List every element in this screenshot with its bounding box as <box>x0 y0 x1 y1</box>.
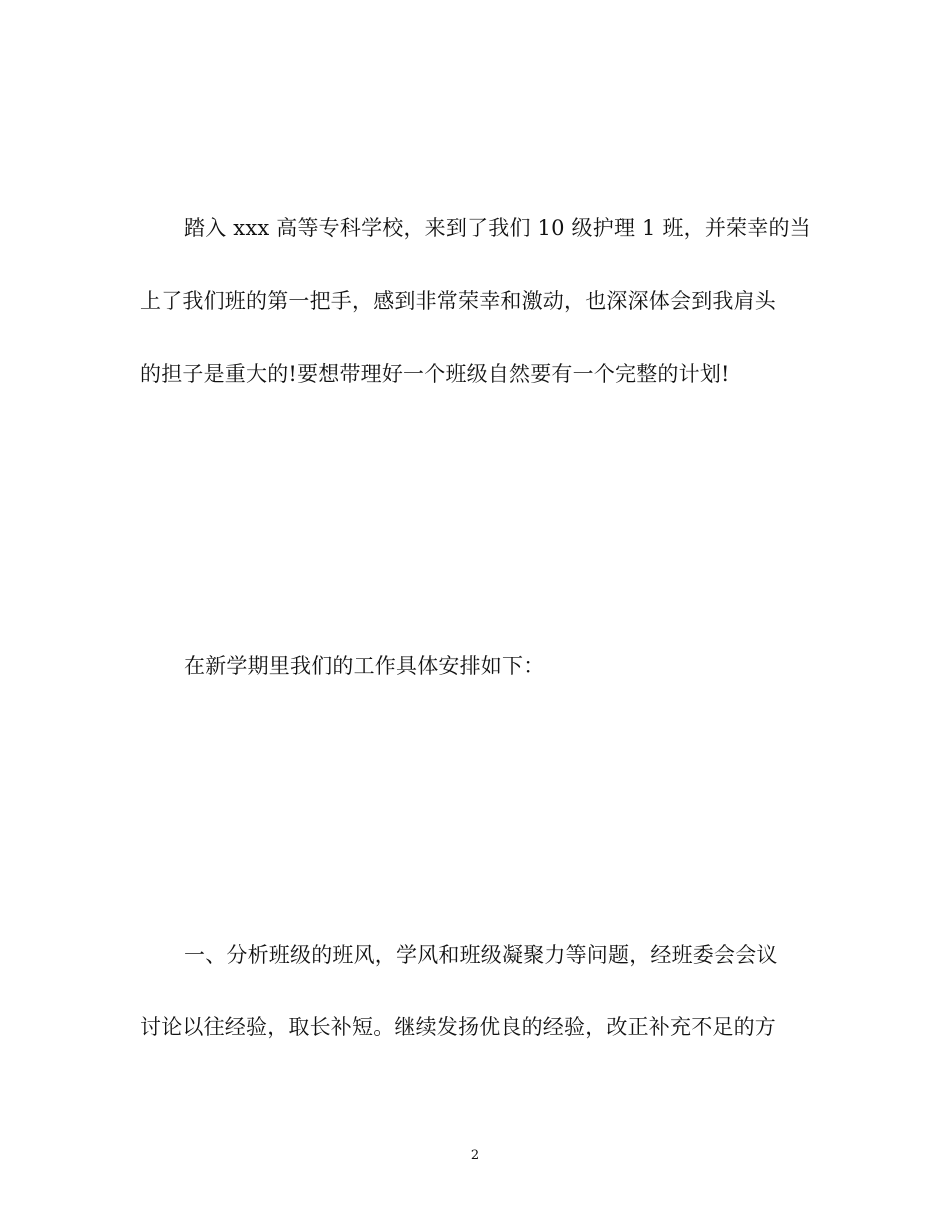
paragraph-1-line-2: 上了我们班的第一把手，感到非常荣幸和激动，也深深体会到我肩头 <box>140 289 776 313</box>
paragraph-1-line-1: 踏入 xxx 高等专科学校，来到了我们 10 级护理 1 班，并荣幸的当 <box>184 216 811 240</box>
page-number: 2 <box>470 1148 480 1163</box>
paragraph-3-line-1: 一、分析班级的班风，学风和班级凝聚力等问题，经班委会会议 <box>184 943 778 967</box>
paragraph-1-line-3: 的担子是重大的!要想带理好一个班级自然要有一个完整的计划! <box>140 362 730 386</box>
paragraph-3-line-2: 讨论以往经验，取长补短。继续发扬优良的经验，改正补充不足的方 <box>140 1015 776 1039</box>
paragraph-2-line-1: 在新学期里我们的工作具体安排如下： <box>184 654 545 678</box>
